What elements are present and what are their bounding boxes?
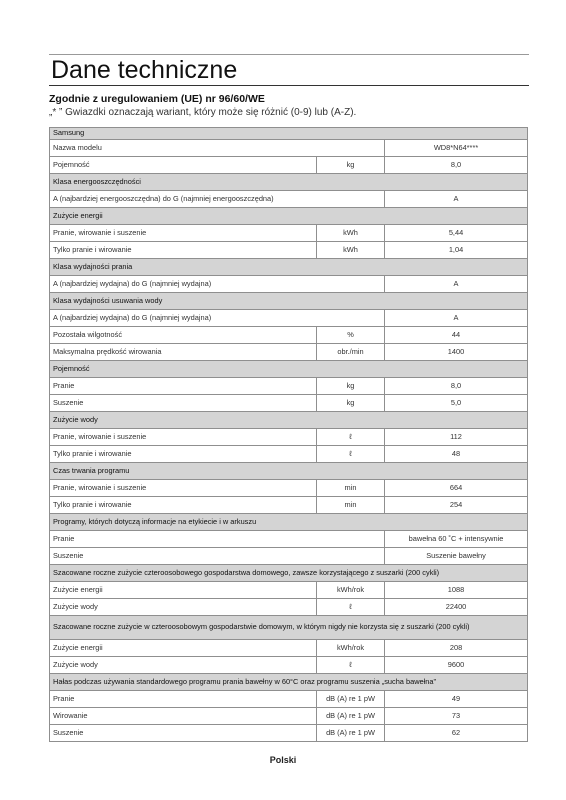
row-unit: kg <box>317 378 385 395</box>
row-label: Pozostała wilgotność <box>50 327 317 344</box>
row-unit: dB (A) re 1 pW <box>317 708 385 725</box>
section-label: Szacowane roczne zużycie czteroosobowego gospodarstwa domowego, zawsze korzystającego z suszarki (200 cykli) <box>50 565 528 582</box>
row-value: 73 <box>385 708 528 725</box>
table-row <box>50 657 528 674</box>
table-row <box>50 480 528 497</box>
row-value: A <box>385 310 528 327</box>
page-title: Dane techniczne <box>49 54 529 86</box>
row-value: 1088 <box>385 582 528 599</box>
row-label: Nazwa modelu <box>50 140 385 157</box>
spec-table-body <box>50 128 528 742</box>
section-label: Programy, których dotyczą informacje na etykiecie i w arkuszu <box>50 514 528 531</box>
row-value: Suszenie bawełny <box>385 548 528 565</box>
table-row <box>50 157 528 174</box>
section-row <box>50 293 528 310</box>
row-label: A (najbardziej energooszczędna) do G (najmniej energooszczędna) <box>50 191 385 208</box>
row-value: 664 <box>385 480 528 497</box>
table-row <box>50 640 528 657</box>
section-row <box>50 259 528 276</box>
row-value: 254 <box>385 497 528 514</box>
row-unit: ℓ <box>317 429 385 446</box>
row-unit: ℓ <box>317 657 385 674</box>
table-row <box>50 395 528 412</box>
row-label: Zużycie energii <box>50 640 317 657</box>
table-row <box>50 548 528 565</box>
row-value: 22400 <box>385 599 528 616</box>
table-row <box>50 599 528 616</box>
row-unit: ℓ <box>317 446 385 463</box>
row-label: Suszenie <box>50 548 385 565</box>
section-row <box>50 128 528 140</box>
table-row <box>50 276 528 293</box>
footer-language: Polski <box>269 755 297 765</box>
table-row <box>50 708 528 725</box>
section-label: Szacowane roczne zużycie w czteroosobowym gospodarstwie domowym, w którym nigdy nie korzysta się z suszarki (200 cykli) <box>50 616 528 640</box>
row-label: Suszenie <box>50 395 317 412</box>
row-label: Pranie <box>50 378 317 395</box>
row-unit: kg <box>317 157 385 174</box>
row-label: Pojemność <box>50 157 317 174</box>
table-row <box>50 327 528 344</box>
row-unit: obr./min <box>317 344 385 361</box>
row-value: 1,04 <box>385 242 528 259</box>
row-unit: min <box>317 497 385 514</box>
section-row <box>50 616 528 640</box>
row-unit: dB (A) re 1 pW <box>317 725 385 742</box>
row-label: Zużycie energii <box>50 582 317 599</box>
row-unit: min <box>317 480 385 497</box>
table-row <box>50 242 528 259</box>
section-label: Zużycie energii <box>50 208 528 225</box>
row-label: Pranie, wirowanie i suszenie <box>50 225 317 242</box>
section-row <box>50 514 528 531</box>
table-row <box>50 725 528 742</box>
table-row <box>50 531 528 548</box>
section-label: Klasa wydajności usuwania wody <box>50 293 528 310</box>
section-label: Hałas podczas używania standardowego programu prania bawełny w 60°C oraz programu suszenia „sucha bawełna” <box>50 674 528 691</box>
row-value: WD8*N64**** <box>385 140 528 157</box>
row-label: Maksymalna prędkość wirowania <box>50 344 317 361</box>
row-value: 48 <box>385 446 528 463</box>
row-label: Pranie <box>50 691 317 708</box>
row-value: 1400 <box>385 344 528 361</box>
row-value: 5,0 <box>385 395 528 412</box>
section-row <box>50 174 528 191</box>
table-row <box>50 140 528 157</box>
row-value: 9600 <box>385 657 528 674</box>
regulation-heading: Zgodnie z uregulowaniem (UE) nr 96/60/WE <box>49 93 265 105</box>
table-row <box>50 344 528 361</box>
row-value: A <box>385 191 528 208</box>
row-label: Pranie, wirowanie i suszenie <box>50 480 317 497</box>
table-row <box>50 378 528 395</box>
table-row <box>50 310 528 327</box>
row-label: Tylko pranie i wirowanie <box>50 497 317 514</box>
table-row <box>50 191 528 208</box>
table-row <box>50 446 528 463</box>
section-label: Pojemność <box>50 361 528 378</box>
row-label: Wirowanie <box>50 708 317 725</box>
row-value: 44 <box>385 327 528 344</box>
spec-table <box>49 127 528 742</box>
section-label: Klasa energooszczędności <box>50 174 528 191</box>
table-row <box>50 225 528 242</box>
row-label: Tylko pranie i wirowanie <box>50 446 317 463</box>
row-value: 208 <box>385 640 528 657</box>
table-row <box>50 582 528 599</box>
section-row <box>50 674 528 691</box>
row-label: Suszenie <box>50 725 317 742</box>
row-unit: kg <box>317 395 385 412</box>
section-label: Czas trwania programu <box>50 463 528 480</box>
row-unit: % <box>317 327 385 344</box>
section-label: Samsung <box>50 128 528 140</box>
row-value: 8,0 <box>385 378 528 395</box>
row-value: 49 <box>385 691 528 708</box>
row-unit: kWh <box>317 225 385 242</box>
row-unit: kWh/rok <box>317 640 385 657</box>
section-row <box>50 208 528 225</box>
section-label: Zużycie wody <box>50 412 528 429</box>
row-label: A (najbardziej wydajna) do G (najmniej wydajna) <box>50 310 385 327</box>
row-label: A (najbardziej wydajna) do G (najmniej wydajna) <box>50 276 385 293</box>
row-value: 5,44 <box>385 225 528 242</box>
section-row <box>50 361 528 378</box>
table-row <box>50 691 528 708</box>
row-label: Tylko pranie i wirowanie <box>50 242 317 259</box>
row-value: 8,0 <box>385 157 528 174</box>
row-unit: dB (A) re 1 pW <box>317 691 385 708</box>
row-value: 112 <box>385 429 528 446</box>
row-value: 62 <box>385 725 528 742</box>
row-label: Zużycie wody <box>50 599 317 616</box>
variant-note: „* ” Gwiazdki oznaczają wariant, który może się różnić (0-9) lub (A-Z). <box>49 107 357 118</box>
row-value: bawełna 60 ˚C + intensywnie <box>385 531 528 548</box>
row-value: A <box>385 276 528 293</box>
table-row <box>50 497 528 514</box>
table-row <box>50 429 528 446</box>
section-label: Klasa wydajności prania <box>50 259 528 276</box>
row-label: Zużycie wody <box>50 657 317 674</box>
row-unit: kWh <box>317 242 385 259</box>
row-unit: ℓ <box>317 599 385 616</box>
row-label: Pranie <box>50 531 385 548</box>
section-row <box>50 412 528 429</box>
row-label: Pranie, wirowanie i suszenie <box>50 429 317 446</box>
section-row <box>50 463 528 480</box>
section-row <box>50 565 528 582</box>
row-unit: kWh/rok <box>317 582 385 599</box>
